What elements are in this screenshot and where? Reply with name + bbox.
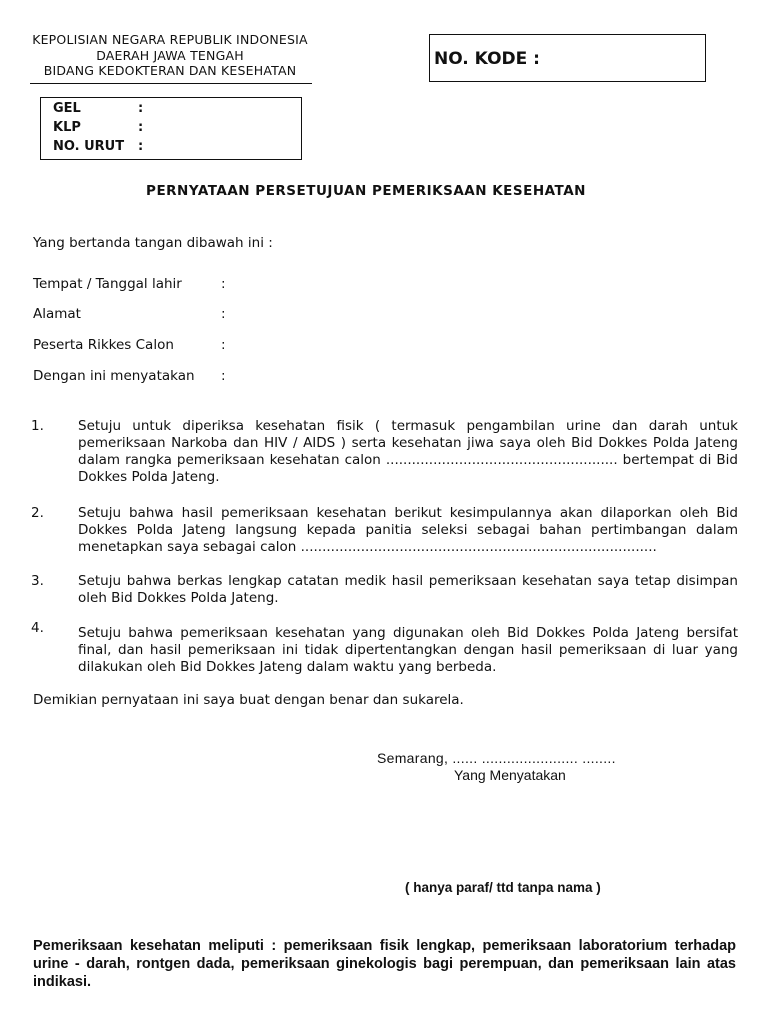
item-text: Setuju untuk diperiksa kesehatan fisik ( termasuk pengambilan urine dan darah untuk pemeriksaan Narkoba dan HIV / AIDS ) serta kesehatan jiwa saya oleh Bid Dokkes Polda Jateng dalam rangka pemeriksaan kesehatan calon ...................................................... bertempat di Bid Dokkes Polda Jateng. <box>78 418 738 485</box>
item-number: 2. <box>31 505 44 521</box>
item-text: Setuju bahwa berkas lengkap catatan medik hasil pemeriksaan kesehatan saya tetap disimpan oleh Bid Dokkes Polda Jateng. <box>78 573 738 606</box>
intro-text: Yang bertanda tangan dibawah ini : <box>33 235 273 251</box>
signer-label: Yang Menyatakan <box>454 767 566 783</box>
kode-box <box>429 34 706 82</box>
kode-label: NO. KODE : <box>434 49 540 69</box>
org-line: DAERAH JAWA TENGAH <box>96 47 244 63</box>
field-colon: : <box>221 276 226 292</box>
closing-statement: Demikian pernyataan ini saya buat dengan benar dan sukarela. <box>33 692 464 708</box>
org-line: KEPOLISIAN NEGARA REPUBLIK INDONESIA <box>32 32 308 47</box>
registration-colon: : <box>138 101 144 116</box>
header-divider <box>30 83 312 84</box>
item-number: 4. <box>31 620 44 636</box>
examination-note: Pemeriksaan kesehatan meliputi : pemeriksaan fisik lengkap, pemeriksaan laboratorium terhadap urine - darah, rontgen dada, pemeriksaan ginekologis bagi perempuan, dan pemeriksaan lain atas indikasi. <box>33 938 736 990</box>
item-number: 3. <box>31 573 44 589</box>
registration-label-klp: KLP <box>53 120 81 135</box>
field-label-address: Alamat <box>33 306 81 322</box>
registration-colon: : <box>138 139 144 154</box>
item-text: Setuju bahwa pemeriksaan kesehatan yang digunakan oleh Bid Dokkes Polda Jateng bersifat final, dan hasil pemeriksaan ini tidak dipertentangkan dengan hasil pemeriksaan di luar yang dilakukan oleh Bid Dokkes Jateng dalam waktu yang berbeda. <box>78 625 738 675</box>
field-colon: : <box>221 337 226 353</box>
registration-label-no-urut: NO. URUT <box>53 139 125 154</box>
registration-box <box>40 97 302 160</box>
field-label-statement: Dengan ini menyatakan <box>33 368 195 384</box>
org-line: BIDANG KEDOKTERAN DAN KESEHATAN <box>43 63 297 78</box>
registration-colon: : <box>138 120 144 135</box>
item-text: Setuju bahwa hasil pemeriksaan kesehatan berikut kesimpulannya akan dilaporkan oleh Bid Dokkes Polda Jateng langsung kepada panitia seleksi sebagai bahan pertimbangan dalam menetapkan saya sebagai calon ................................................................................... <box>78 505 738 555</box>
place-date-line: Semarang, ...... ....................... ........ <box>377 750 616 766</box>
document-title: PERNYATAAN PERSETUJUAN PEMERIKSAAN KESEHATAN <box>146 183 586 199</box>
organization-header <box>20 32 320 79</box>
field-colon: : <box>221 306 226 322</box>
field-label-birth: Tempat / Tanggal lahir <box>33 276 182 292</box>
paraf-note: ( hanya paraf/ ttd tanpa nama ) <box>405 880 601 895</box>
field-label-participant: Peserta Rikkes Calon <box>33 337 174 353</box>
item-number: 1. <box>31 418 44 434</box>
field-colon: : <box>221 368 226 384</box>
registration-label-gel: GEL <box>53 101 81 116</box>
